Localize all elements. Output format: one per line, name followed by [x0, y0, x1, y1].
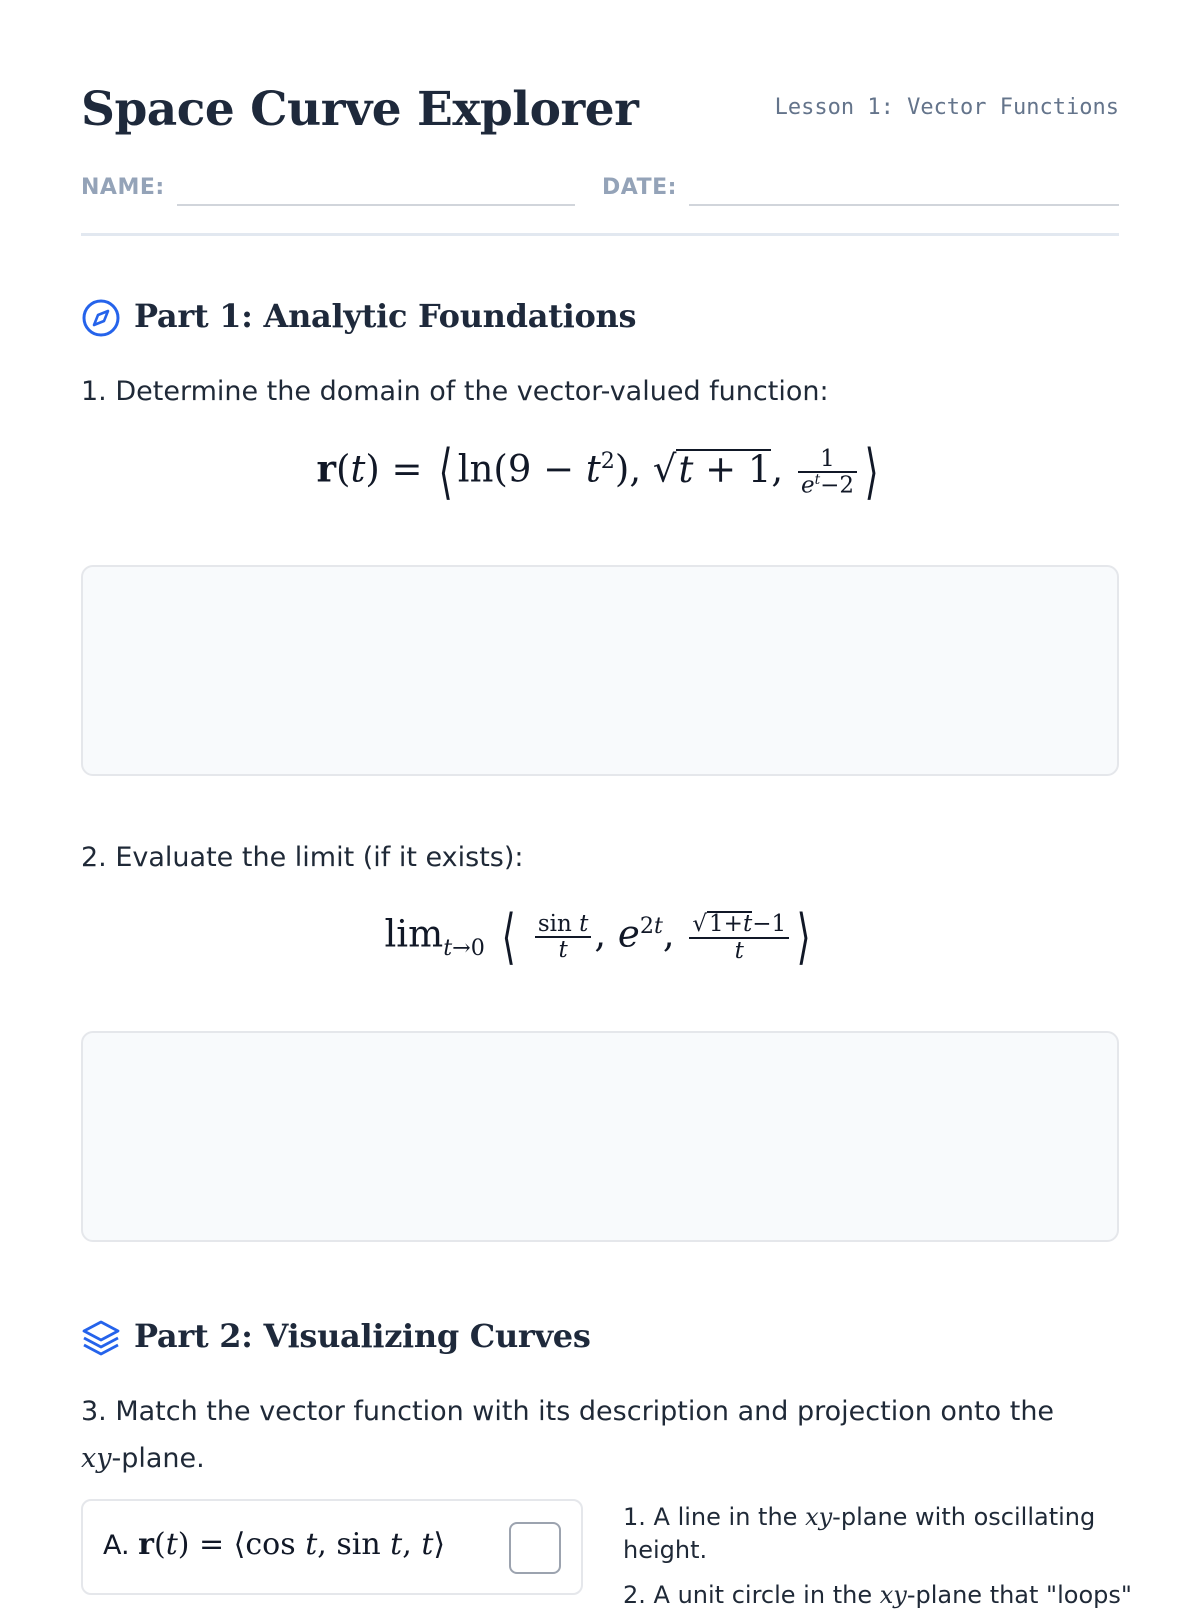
match-card-a [81, 1499, 583, 1595]
page-title: Space Curve Explorer [81, 82, 639, 137]
question-2: 2. Evaluate the limit (if it exists): [81, 842, 524, 873]
name-field[interactable] [177, 204, 575, 206]
question-3-text: 3. Match the vector function with its description and projection onto the [81, 1396, 1055, 1427]
part1-title: Part 1: Analytic Foundations [134, 297, 637, 335]
description-var: xy [805, 1503, 833, 1531]
question-1: 1. Determine the domain of the vector-valued function: [81, 376, 829, 407]
answer-box-2[interactable] [81, 1031, 1119, 1242]
description-list [623, 1501, 1143, 1624]
description-text-end: -plane with oscillating height. [623, 1503, 1096, 1564]
name-date-row [81, 168, 1119, 208]
date-label: DATE: [602, 175, 677, 200]
formula-limit: $\lim_{t\to 0}$ ⟨ $\frac{\text{sin t}}{t}$ , $e^{2t}$, $\frac{√1+t-1}{t}$ ⟩ [384, 902, 811, 972]
lesson-label: Lesson 1: Vector Functions [774, 95, 1119, 120]
formula-domain: r(t) = ⟨ $\ln(9 - t^2)$, √t + 1, $\frac{1}{e^t-2}$ ⟩ [316, 437, 879, 507]
description-var: xy [879, 1581, 907, 1609]
name-label: NAME: [81, 175, 165, 200]
description-text-end: -plane that "loops" [906, 1581, 1132, 1609]
question-3 [81, 1388, 1119, 1482]
description-text: A unit circle in the [653, 1581, 873, 1609]
date-field[interactable] [689, 204, 1119, 206]
answer-box-1[interactable] [81, 565, 1119, 776]
layers-icon [81, 1318, 121, 1358]
description-item [623, 1579, 1143, 1612]
description-item [623, 1501, 1143, 1567]
description-num: 1. [623, 1503, 646, 1531]
match-card-a-letter: A. [103, 1530, 130, 1561]
header-divider [81, 233, 1119, 236]
compass-icon [81, 298, 121, 338]
match-card-a-answer-box[interactable] [509, 1522, 561, 1574]
match-card-a-label: A. r(t) = ⟨cos t, sin t, t⟩ [103, 1527, 446, 1562]
description-num: 2. [623, 1581, 646, 1609]
description-text: A line in the [653, 1503, 798, 1531]
part2-title: Part 2: Visualizing Curves [134, 1317, 591, 1355]
question-3-suffix: -plane. [111, 1443, 205, 1474]
question-3-var: xy [81, 1443, 112, 1474]
